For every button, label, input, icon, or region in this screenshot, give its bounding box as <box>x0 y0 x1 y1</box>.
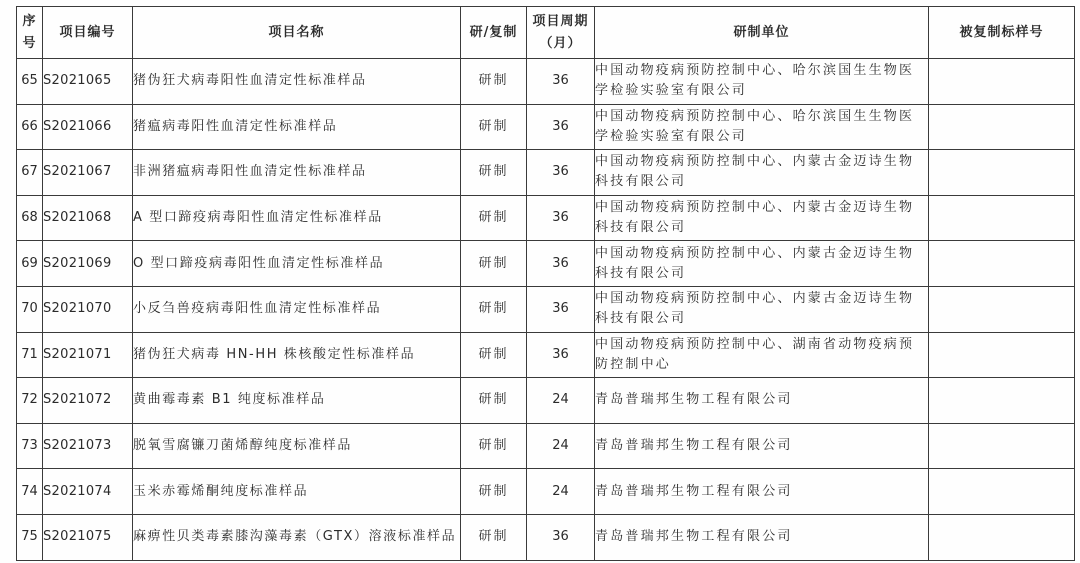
cell-copied <box>929 195 1075 241</box>
header-unit: 研制单位 <box>595 7 929 59</box>
table-row <box>17 104 1075 150</box>
cell-unit: 中国动物疫病预防控制中心、哈尔滨国生生物医学检验实验室有限公司 <box>595 104 929 150</box>
cell-no: 71 <box>17 332 43 378</box>
cell-copied <box>929 286 1075 332</box>
cell-unit: 中国动物疫病预防控制中心、内蒙古金迈诗生物科技有限公司 <box>595 286 929 332</box>
cell-no: 73 <box>17 423 43 469</box>
header-code: 项目编号 <box>43 7 133 59</box>
cell-code: S2021071 <box>43 332 133 378</box>
table-row <box>17 469 1075 515</box>
cell-no: 66 <box>17 104 43 150</box>
standard-sample-table <box>16 6 1075 561</box>
cell-period: 36 <box>527 286 595 332</box>
cell-no: 67 <box>17 150 43 196</box>
cell-unit: 青岛普瑞邦生物工程有限公司 <box>595 378 929 424</box>
cell-period: 24 <box>527 469 595 515</box>
cell-period: 36 <box>527 195 595 241</box>
cell-period: 36 <box>527 332 595 378</box>
cell-type: 研制 <box>461 423 527 469</box>
cell-name: 麻痹性贝类毒素膝沟藻毒素（GTX）溶液标准样品 <box>133 514 461 560</box>
cell-code: S2021070 <box>43 286 133 332</box>
table-row <box>17 423 1075 469</box>
cell-copied <box>929 241 1075 287</box>
cell-no: 69 <box>17 241 43 287</box>
cell-code: S2021069 <box>43 241 133 287</box>
cell-copied <box>929 150 1075 196</box>
cell-type: 研制 <box>461 104 527 150</box>
header-period-line2: （月） <box>539 35 582 51</box>
cell-code: S2021074 <box>43 469 133 515</box>
cell-period: 24 <box>527 378 595 424</box>
cell-code: S2021067 <box>43 150 133 196</box>
header-type: 研/复制 <box>461 7 527 59</box>
cell-type: 研制 <box>461 469 527 515</box>
cell-type: 研制 <box>461 286 527 332</box>
cell-name: 非洲猪瘟病毒阳性血清定性标准样品 <box>133 150 461 196</box>
cell-unit: 青岛普瑞邦生物工程有限公司 <box>595 514 929 560</box>
cell-period: 36 <box>527 150 595 196</box>
cell-name: 猪伪狂犬病毒 HN-HH 株核酸定性标准样品 <box>133 332 461 378</box>
cell-copied <box>929 59 1075 105</box>
header-no-line2: 号 <box>22 35 37 51</box>
cell-no: 70 <box>17 286 43 332</box>
cell-type: 研制 <box>461 59 527 105</box>
cell-copied <box>929 423 1075 469</box>
cell-type: 研制 <box>461 332 527 378</box>
cell-name: 脱氧雪腐镰刀菌烯醇纯度标准样品 <box>133 423 461 469</box>
header-period-line1: 项目周期 <box>532 13 589 29</box>
cell-period: 24 <box>527 423 595 469</box>
cell-type: 研制 <box>461 150 527 196</box>
cell-type: 研制 <box>461 241 527 287</box>
header-no <box>17 7 43 59</box>
cell-unit: 中国动物疫病预防控制中心、内蒙古金迈诗生物科技有限公司 <box>595 150 929 196</box>
cell-type: 研制 <box>461 195 527 241</box>
cell-no: 75 <box>17 514 43 560</box>
cell-no: 68 <box>17 195 43 241</box>
table-row <box>17 286 1075 332</box>
cell-name: 猪瘟病毒阳性血清定性标准样品 <box>133 104 461 150</box>
cell-name: 小反刍兽疫病毒阳性血清定性标准样品 <box>133 286 461 332</box>
cell-unit: 青岛普瑞邦生物工程有限公司 <box>595 423 929 469</box>
cell-unit: 中国动物疫病预防控制中心、内蒙古金迈诗生物科技有限公司 <box>595 241 929 287</box>
cell-period: 36 <box>527 241 595 287</box>
cell-code: S2021068 <box>43 195 133 241</box>
header-no-line1: 序 <box>22 13 37 29</box>
table-header-row <box>17 7 1075 59</box>
cell-name: 黄曲霉毒素 B1 纯度标准样品 <box>133 378 461 424</box>
cell-no: 65 <box>17 59 43 105</box>
cell-type: 研制 <box>461 514 527 560</box>
table-row <box>17 241 1075 287</box>
table-row <box>17 332 1075 378</box>
table-row <box>17 378 1075 424</box>
table-row <box>17 514 1075 560</box>
cell-code: S2021072 <box>43 378 133 424</box>
cell-code: S2021065 <box>43 59 133 105</box>
cell-name: O 型口蹄疫病毒阳性血清定性标准样品 <box>133 241 461 287</box>
cell-type: 研制 <box>461 378 527 424</box>
cell-name: A 型口蹄疫病毒阳性血清定性标准样品 <box>133 195 461 241</box>
cell-no: 72 <box>17 378 43 424</box>
cell-copied <box>929 514 1075 560</box>
table-row <box>17 59 1075 105</box>
header-name: 项目名称 <box>133 7 461 59</box>
header-period <box>527 7 595 59</box>
cell-unit: 青岛普瑞邦生物工程有限公司 <box>595 469 929 515</box>
cell-unit: 中国动物疫病预防控制中心、内蒙古金迈诗生物科技有限公司 <box>595 195 929 241</box>
cell-no: 74 <box>17 469 43 515</box>
cell-code: S2021066 <box>43 104 133 150</box>
table-row <box>17 150 1075 196</box>
cell-copied <box>929 104 1075 150</box>
cell-copied <box>929 469 1075 515</box>
header-copied: 被复制标样号 <box>929 7 1075 59</box>
cell-copied <box>929 378 1075 424</box>
cell-name: 玉米赤霉烯酮纯度标准样品 <box>133 469 461 515</box>
cell-copied <box>929 332 1075 378</box>
cell-unit: 中国动物疫病预防控制中心、湖南省动物疫病预防控制中心 <box>595 332 929 378</box>
cell-code: S2021073 <box>43 423 133 469</box>
cell-code: S2021075 <box>43 514 133 560</box>
cell-unit: 中国动物疫病预防控制中心、哈尔滨国生生物医学检验实验室有限公司 <box>595 59 929 105</box>
cell-period: 36 <box>527 59 595 105</box>
cell-name: 猪伪狂犬病毒阳性血清定性标准样品 <box>133 59 461 105</box>
cell-period: 36 <box>527 104 595 150</box>
cell-period: 36 <box>527 514 595 560</box>
table-row <box>17 195 1075 241</box>
